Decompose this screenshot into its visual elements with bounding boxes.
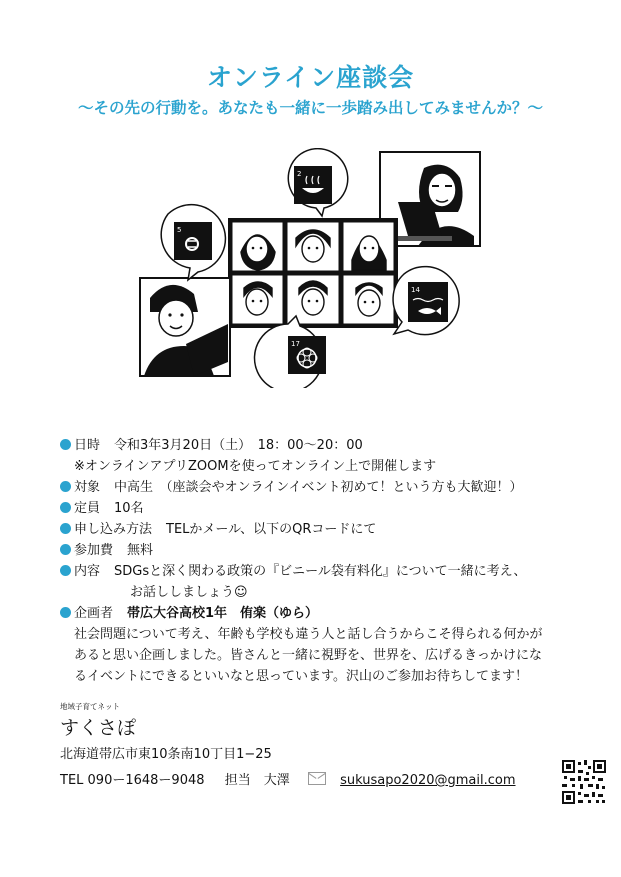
online-meeting-illustration	[136, 148, 486, 388]
fee-row: 参加費 無料	[60, 542, 153, 560]
organization-address: 北海道帯広市東10条南10丁目1−25	[60, 747, 272, 762]
video-call-grid	[228, 218, 398, 328]
apply-row: 申し込み方法 TELかメール、以下のQRコードにて	[60, 521, 376, 539]
sdg-badge-14	[393, 267, 459, 335]
svg-text:2: 2	[297, 170, 302, 178]
target-row: 対象 中高生 （座談会やオンラインイベント初めて！という方も大歓迎！）	[60, 479, 522, 497]
content-row-2: お話ししましょう☺	[130, 585, 248, 600]
contact-person: 担当 大澤	[224, 773, 290, 788]
page-title: オンライン座談会	[206, 63, 415, 92]
organization-name: すくさぽ	[60, 717, 137, 739]
sdg-badge-2	[288, 149, 347, 216]
organization-subtitle: 地域子育てネット	[60, 702, 120, 711]
mail-icon	[308, 772, 326, 785]
bullet-icon	[60, 565, 71, 576]
svg-text:17: 17	[291, 340, 300, 348]
svg-text:14: 14	[411, 286, 420, 294]
contact-line	[60, 769, 516, 788]
qr-code[interactable]	[562, 760, 606, 804]
bullet-icon	[60, 481, 71, 492]
bullet-icon	[60, 607, 71, 618]
bullet-icon	[60, 439, 71, 450]
tel-number: TEL 090ー1648ー9048	[60, 773, 205, 788]
datetime-note: ※オンラインアプリZOOMを使ってオンライン上で開催します	[74, 459, 437, 474]
page-subtitle: 〜その先の行動を。あなたも一緒に一歩踏み出してみませんか？〜	[77, 99, 543, 117]
bullet-icon	[60, 544, 71, 555]
bullet-icon	[60, 523, 71, 534]
datetime-row: 日時 令和3年3月20日（土） 18：00〜20：00	[60, 437, 363, 455]
planner-text-1: 社会問題について考え、年齢も学校も違う人と話し合うからこそ得られる何かが	[74, 627, 543, 642]
planner-row: 企画者 帯広大谷高校1年 侑楽（ゆら）	[60, 605, 318, 623]
capacity-row: 定員 10名	[60, 500, 144, 518]
planner-text-2: あると思い企画しました。皆さんと一緒に視野を、世界を、広げるきっかけにな	[74, 648, 543, 663]
svg-text:5: 5	[177, 226, 182, 234]
sdg-badge-5	[161, 205, 225, 280]
content-row: 内容 SDGsと深く関わる政策の『ビニール袋有料化』について一緒に考え、	[60, 563, 526, 581]
laptop-person-left	[140, 278, 230, 376]
email-link[interactable]: sukusapo2020@gmail.com	[340, 773, 516, 788]
planner-text-3: るイベントにできるといいなと思っています。沢山のご参加お待ちしてます！	[74, 669, 528, 684]
bullet-icon	[60, 502, 71, 513]
